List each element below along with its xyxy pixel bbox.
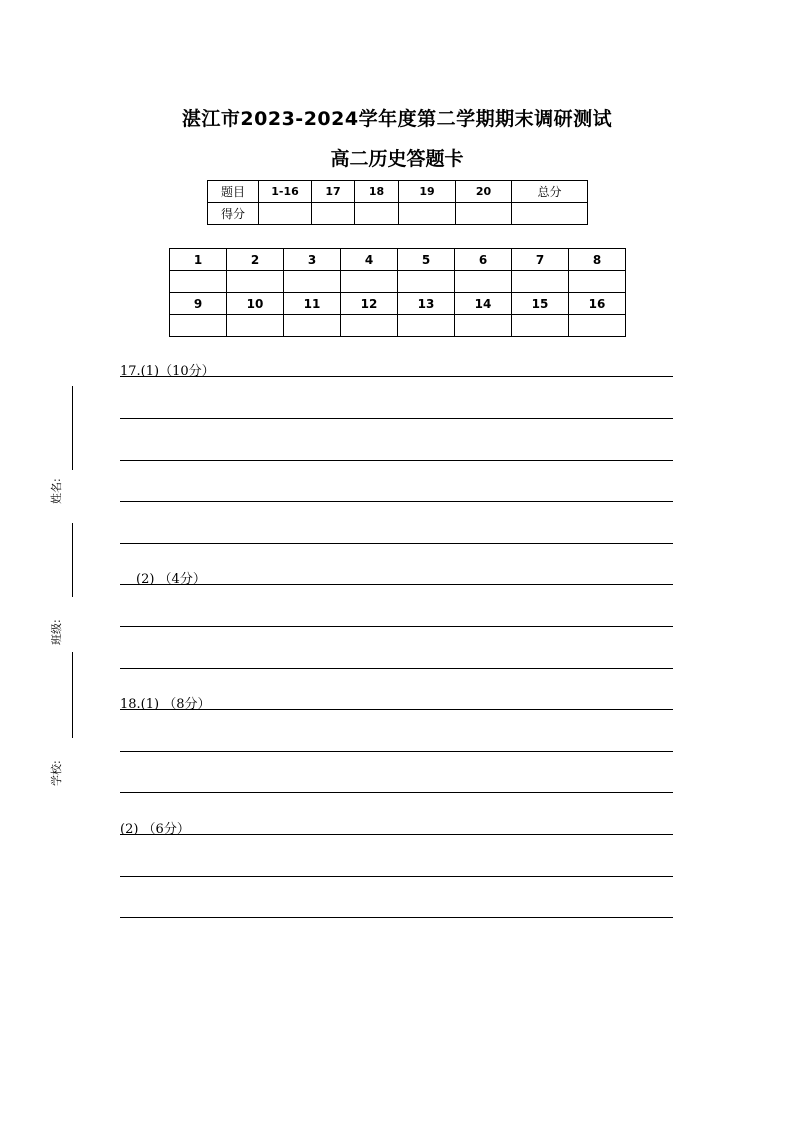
score-row-header-label: 题目: [208, 181, 259, 203]
answer-line[interactable]: [120, 792, 673, 793]
choice-answer-cell[interactable]: [170, 315, 227, 337]
choice-answer-cell[interactable]: [569, 271, 626, 293]
score-col-1-16: 1-16: [259, 181, 312, 203]
choice-number: 13: [398, 293, 455, 315]
score-cell[interactable]: [399, 203, 456, 225]
school-binding-line: [72, 652, 73, 738]
answer-line[interactable]: [120, 460, 673, 461]
score-table: [207, 180, 588, 225]
score-cell[interactable]: [512, 203, 588, 225]
choice-number: 6: [455, 249, 512, 271]
choice-number: 2: [227, 249, 284, 271]
question-18-part-1-label: 18.(1) （8分）: [120, 697, 211, 712]
choice-number: 10: [227, 293, 284, 315]
choice-answer-grid: [169, 248, 626, 337]
choice-number: 8: [569, 249, 626, 271]
answer-line[interactable]: [120, 376, 673, 377]
score-table-header-row: [208, 181, 588, 203]
answer-line[interactable]: [120, 543, 673, 544]
choice-number: 11: [284, 293, 341, 315]
choice-number: 15: [512, 293, 569, 315]
choice-answer-cell[interactable]: [227, 315, 284, 337]
choice-answer-row-2: [170, 315, 626, 337]
answer-line[interactable]: [120, 917, 673, 918]
choice-answer-cell[interactable]: [284, 315, 341, 337]
choice-number: 14: [455, 293, 512, 315]
answer-line[interactable]: [120, 876, 673, 877]
name-label: 姓名:: [50, 478, 63, 504]
question-17-part-2-label: (2) （4分）: [136, 572, 206, 587]
choice-number: 7: [512, 249, 569, 271]
answer-line[interactable]: [120, 709, 673, 710]
answer-line[interactable]: [120, 584, 673, 585]
score-cell[interactable]: [456, 203, 512, 225]
answer-line[interactable]: [120, 751, 673, 752]
answer-line[interactable]: [120, 668, 673, 669]
choice-answer-cell[interactable]: [512, 315, 569, 337]
choice-answer-cell[interactable]: [341, 315, 398, 337]
choice-answer-cell[interactable]: [284, 271, 341, 293]
choice-number-row-1: [170, 249, 626, 271]
choice-answer-cell[interactable]: [398, 271, 455, 293]
score-col-19: 19: [399, 181, 456, 203]
choice-number: 3: [284, 249, 341, 271]
choice-number: 1: [170, 249, 227, 271]
choice-number-row-2: [170, 293, 626, 315]
choice-answer-cell[interactable]: [227, 271, 284, 293]
choice-answer-cell[interactable]: [455, 315, 512, 337]
choice-answer-cell[interactable]: [341, 271, 398, 293]
question-18-part-2-label: (2) （6分）: [120, 822, 190, 837]
score-row-score-label: 得分: [208, 203, 259, 225]
school-label: 学校:: [50, 760, 63, 786]
class-binding-line: [72, 523, 73, 597]
choice-answer-cell[interactable]: [569, 315, 626, 337]
score-cell[interactable]: [312, 203, 355, 225]
page-subtitle: 高二历史答题卡: [330, 148, 464, 170]
score-col-18: 18: [355, 181, 399, 203]
choice-number: 16: [569, 293, 626, 315]
score-cell[interactable]: [259, 203, 312, 225]
score-col-17: 17: [312, 181, 355, 203]
question-17-part-1-label: 17.(1)（10分）: [120, 364, 215, 379]
answer-line[interactable]: [120, 501, 673, 502]
choice-number: 9: [170, 293, 227, 315]
answer-line[interactable]: [120, 834, 673, 835]
name-binding-line: [72, 386, 73, 470]
class-label: 班级:: [50, 619, 63, 645]
choice-number: 5: [398, 249, 455, 271]
choice-answer-row-1: [170, 271, 626, 293]
score-col-20: 20: [456, 181, 512, 203]
choice-answer-cell[interactable]: [455, 271, 512, 293]
page-title: 湛江市2023-2024学年度第二学期期末调研测试: [181, 108, 613, 130]
choice-answer-cell[interactable]: [512, 271, 569, 293]
answer-line[interactable]: [120, 418, 673, 419]
score-table-score-row: [208, 203, 588, 225]
score-cell[interactable]: [355, 203, 399, 225]
answer-line[interactable]: [120, 626, 673, 627]
choice-answer-cell[interactable]: [398, 315, 455, 337]
score-col-total: 总分: [512, 181, 588, 203]
choice-number: 4: [341, 249, 398, 271]
choice-answer-cell[interactable]: [170, 271, 227, 293]
choice-number: 12: [341, 293, 398, 315]
